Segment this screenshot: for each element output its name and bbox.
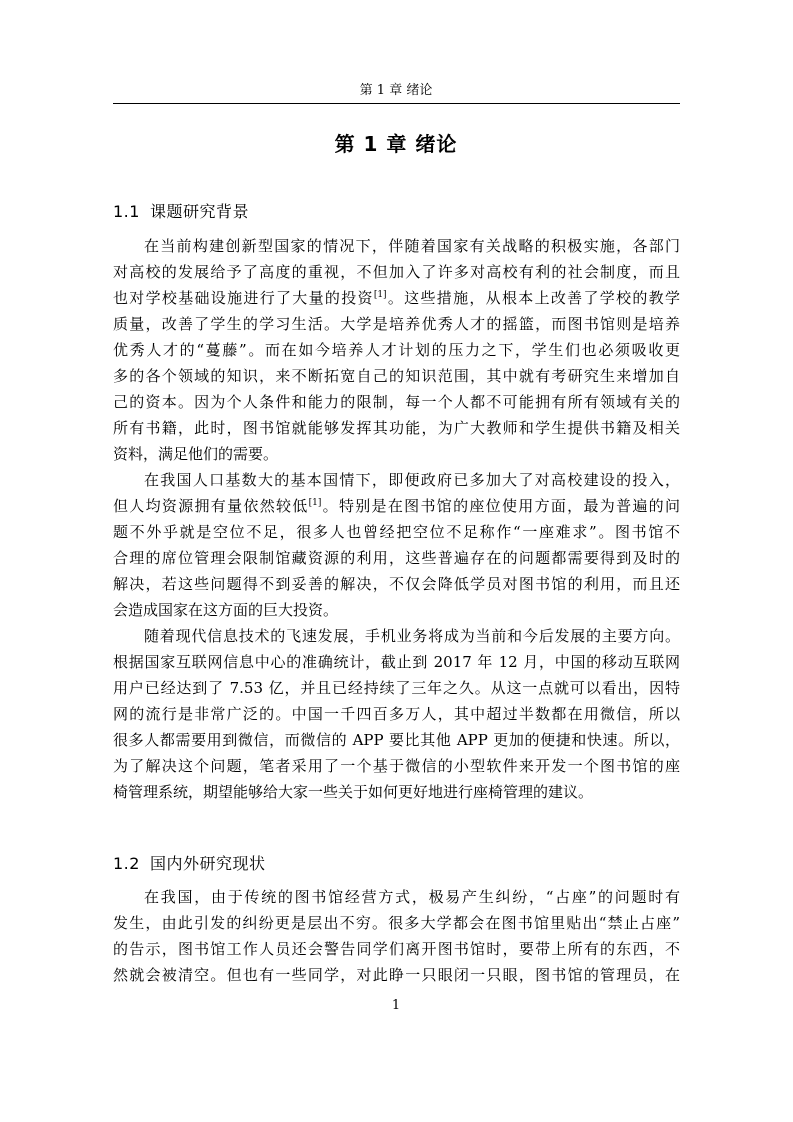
text-line <box>113 285 680 311</box>
text-line: 题不外乎就是空位不足，很多人也曾经把空位不足称作“一座难求”。图书馆不 <box>113 523 680 541</box>
section-title: 国内外研究现状 <box>149 854 266 873</box>
text-line: 多的各个领域的知识，来不断拓宽自己的知识范围，其中就有考研究生来增加自 <box>113 367 680 385</box>
section-title: 课题研究背景 <box>149 202 249 221</box>
page-number: 1 <box>391 998 401 1013</box>
text-line: 在当前构建创新型国家的情况下，伴随着国家有关战略的积极实施，各部门 <box>144 237 680 255</box>
text-line: 用户已经达到了 7.53 亿，并且已经持续了三年之久。从这一点就可以看出，因特 <box>113 679 680 697</box>
text-span: 但人均资源拥有量依然较低 <box>113 497 309 515</box>
text-line: 根据国家互联网信息中心的准确统计，截止到 2017 年 12 月，中国的移动互联网 <box>113 653 680 671</box>
citation-ref: [1] <box>308 498 322 508</box>
text-line: 在我国，由于传统的图书馆经营方式，极易产生纠纷，“占座”的问题时有 <box>144 888 680 906</box>
text-line: 解决，若这些问题得不到妥善的解决，不仅会降低学员对图书馆的利用，而且还 <box>113 575 680 593</box>
text-line <box>113 493 680 519</box>
paragraph-1-1-2 <box>113 467 680 623</box>
text-line: 优秀人才的“蔓藤”。而在如今培养人才计划的压力之下，学生们也必须吸收更 <box>113 341 680 359</box>
paragraph-1-1-1 <box>113 233 680 467</box>
text-line: 在我国人口基数大的基本国情下，即便政府已多加大了对高校建设的投入， <box>144 471 680 489</box>
text-line: 网的流行是非常广泛的。中国一千四百多万人，其中超过半数都在用微信，所以 <box>113 705 680 723</box>
chapter-title: 第 1 章 绪论 <box>334 132 458 156</box>
text-line: 发生，由此引发的纠纷更是层出不穷。很多大学都会在图书馆里贴出“禁止占座” <box>113 914 680 932</box>
text-line: 会造成国家在这方面的巨大投资。 <box>113 601 339 619</box>
text-line: 对高校的发展给予了高度的重视，不但加入了许多对高校有利的社会制度，而且 <box>113 263 680 281</box>
text-line: 椅管理系统，期望能够给大家一些关于如何更好地进行座椅管理的建议。 <box>113 783 594 801</box>
text-line: 资料，满足他们的需要。 <box>113 445 279 463</box>
section-heading-1-2 <box>113 851 679 877</box>
section-number: 1.1 <box>113 202 140 221</box>
text-span: 也对学校基础设施进行了大量的投资 <box>113 289 374 307</box>
section-heading-1-1 <box>113 199 679 225</box>
text-span: 。特别是在图书馆的座位使用方面，最为普遍的问 <box>321 497 680 515</box>
text-line: 质量，改善了学生的学习生活。大学是培养优秀人才的摇篮，而图书馆则是培养 <box>113 315 680 333</box>
text-line: 然就会被清空。但也有一些同学，对此睁一只眼闭一只眼，图书馆的管理员，在 <box>113 966 680 984</box>
paragraph-1-2-1 <box>113 884 680 988</box>
header-rule <box>113 103 680 104</box>
text-span: 。这些措施，从根本上改善了学校的教学 <box>386 289 680 307</box>
text-line: 合理的席位管理会限制馆藏资源的利用，这些普遍存在的问题都需要得到及时的 <box>113 549 680 567</box>
paragraph-1-1-3 <box>113 623 680 805</box>
running-header: 第 1 章 绪论 <box>359 83 433 98</box>
citation-ref: [1] <box>373 290 387 300</box>
text-line: 所有书籍，此时，图书馆就能够发挥其功能，为广大教师和学生提供书籍及相关 <box>113 419 680 437</box>
text-line: 为了解决这个问题，笔者采用了一个基于微信的小型软件来开发一个图书馆的座 <box>113 757 680 775</box>
text-line: 的告示，图书馆工作人员还会警告同学们离开图书馆时，要带上所有的东西，不 <box>113 940 680 958</box>
section-number: 1.2 <box>113 854 140 873</box>
text-line: 己的资本。因为个人条件和能力的限制，每一个人都不可能拥有所有领域有关的 <box>113 393 680 411</box>
text-line: 很多人都需要用到微信，而微信的 APP 要比其他 APP 更加的便捷和快速。所以， <box>113 731 680 749</box>
text-line: 随着现代信息技术的飞速发展，手机业务将成为当前和今后发展的主要方向。 <box>144 627 680 645</box>
